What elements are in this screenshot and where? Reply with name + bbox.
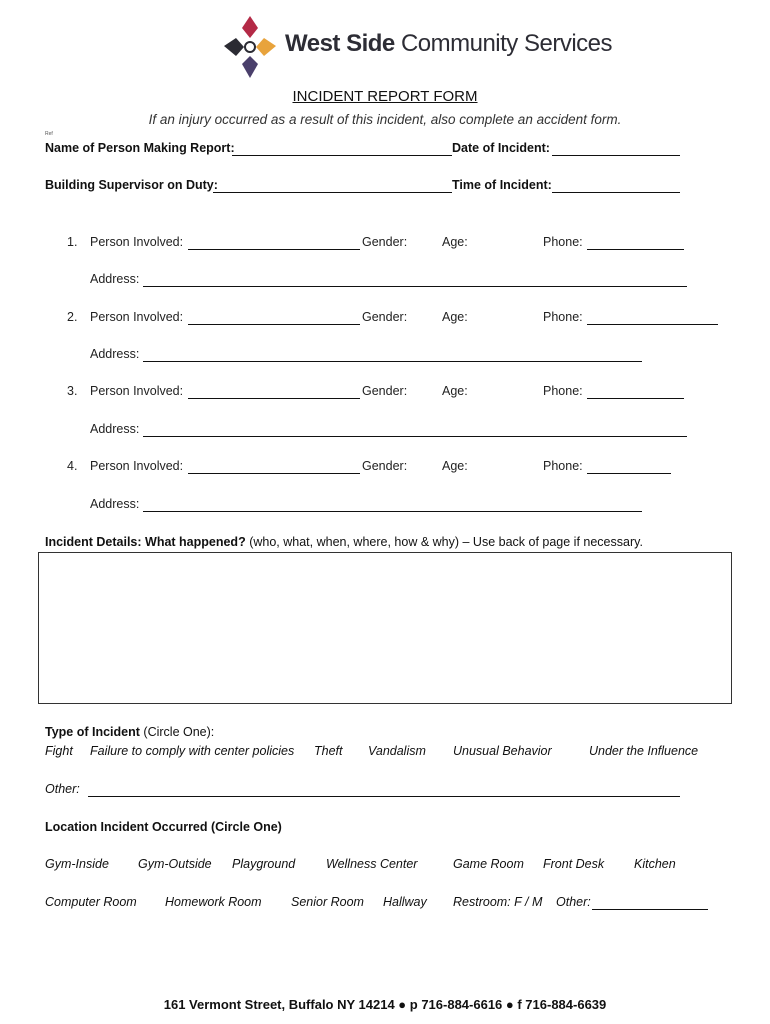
time-of-incident-label: Time of Incident:: [452, 178, 552, 192]
name-of-reporter-field[interactable]: [232, 141, 452, 156]
location-option[interactable]: Senior Room: [291, 895, 364, 909]
incident-type-other-label: Other:: [45, 782, 80, 796]
person-3-number: 3.: [67, 384, 78, 398]
form-title: INCIDENT REPORT FORM: [292, 88, 478, 105]
date-of-incident-field[interactable]: [552, 141, 680, 156]
person-2-number: 2.: [67, 310, 78, 324]
person-4-phone-field[interactable]: [587, 459, 671, 474]
person-4-phone-label: Phone:: [543, 459, 583, 473]
brand-name: [285, 30, 612, 58]
incident-details-label-bold: Incident Details: What happened?: [45, 535, 246, 549]
person-2-phone-label: Phone:: [543, 310, 583, 324]
location-option[interactable]: Playground: [232, 857, 296, 871]
person-2-address-label: Address:: [90, 347, 140, 361]
incident-type-other-field[interactable]: [88, 782, 680, 797]
incident-type-option[interactable]: Theft: [314, 744, 343, 758]
location-option[interactable]: Homework Room: [165, 895, 262, 909]
incident-type-option[interactable]: Failure to comply with center policies: [90, 744, 295, 758]
location-option[interactable]: Kitchen: [634, 857, 676, 871]
location-other-field[interactable]: [592, 895, 708, 910]
person-1-address-field[interactable]: [143, 272, 687, 287]
incident-type-option[interactable]: Vandalism: [368, 744, 426, 758]
person-3-name-field[interactable]: [188, 384, 360, 399]
person-4-number: 4.: [67, 459, 78, 473]
person-3-phone-field[interactable]: [587, 384, 684, 399]
incident-type-label-rest: (Circle One):: [143, 725, 215, 739]
location-option[interactable]: Gym-Inside: [45, 857, 109, 871]
person-1-address-label: Address:: [90, 272, 140, 286]
person-2-age-label: Age:: [442, 310, 468, 324]
person-3-label: Person Involved:: [90, 384, 184, 398]
person-2-label: Person Involved:: [90, 310, 184, 324]
person-3-age-label: Age:: [442, 384, 468, 398]
location-option[interactable]: Wellness Center: [326, 857, 418, 871]
person-1-label: Person Involved:: [90, 235, 184, 249]
incident-type-option[interactable]: Unusual Behavior: [453, 744, 552, 758]
person-3-address-field[interactable]: [143, 422, 687, 437]
location-label: Location Incident Occurred (Circle One): [45, 820, 282, 834]
person-4-name-field[interactable]: [188, 459, 360, 474]
person-4-age-label: Age:: [442, 459, 468, 473]
incident-details-label-rest: (who, what, when, where, how & why) – Use back of page if necessary.: [249, 535, 643, 549]
person-2-name-field[interactable]: [188, 310, 360, 325]
person-1-number: 1.: [67, 235, 78, 249]
form-subtitle: If an injury occurred as a result of this incident, also complete an accident form.: [148, 112, 622, 127]
incident-type-label: [45, 725, 214, 739]
incident-details-textarea[interactable]: [38, 552, 732, 704]
incident-type-label-bold: Type of Incident: [45, 725, 140, 739]
incident-type-option[interactable]: Under the Influence: [589, 744, 699, 758]
person-3-phone-label: Phone:: [543, 384, 583, 398]
location-other-label: Other:: [556, 895, 591, 909]
person-2-gender-label: Gender:: [362, 310, 408, 324]
brand-name-rest: Community Services: [400, 30, 612, 57]
location-option[interactable]: Front Desk: [543, 857, 605, 871]
person-1-age-label: Age:: [442, 235, 468, 249]
location-option[interactable]: Hallway: [383, 895, 427, 909]
date-of-incident-label: Date of Incident:: [452, 141, 550, 155]
tiny-mark: Ref: [45, 131, 53, 137]
person-4-address-label: Address:: [90, 497, 140, 511]
organization-logo-icon: [220, 14, 280, 80]
location-option[interactable]: Computer Room: [45, 895, 137, 909]
incident-type-option[interactable]: Fight: [45, 744, 73, 758]
location-option[interactable]: Restroom: F / M: [453, 895, 543, 909]
name-of-reporter-label: Name of Person Making Report:: [45, 141, 235, 155]
person-4-address-field[interactable]: [143, 497, 642, 512]
incident-details-label: [45, 535, 643, 549]
footer-contact: 161 Vermont Street, Buffalo NY 14214 ● p 716-884-6616 ● f 716-884-6639: [163, 997, 607, 1012]
person-4-label: Person Involved:: [90, 459, 184, 473]
location-option[interactable]: Game Room: [453, 857, 524, 871]
person-2-phone-field[interactable]: [587, 310, 718, 325]
person-3-gender-label: Gender:: [362, 384, 408, 398]
building-supervisor-field[interactable]: [213, 178, 452, 193]
person-3-address-label: Address:: [90, 422, 140, 436]
person-4-gender-label: Gender:: [362, 459, 408, 473]
time-of-incident-field[interactable]: [552, 178, 680, 193]
building-supervisor-label: Building Supervisor on Duty:: [45, 178, 218, 192]
location-option[interactable]: Gym-Outside: [138, 857, 212, 871]
person-1-phone-field[interactable]: [587, 235, 684, 250]
person-1-name-field[interactable]: [188, 235, 360, 250]
person-1-gender-label: Gender:: [362, 235, 408, 249]
person-2-address-field[interactable]: [143, 347, 642, 362]
person-1-phone-label: Phone:: [543, 235, 583, 249]
brand-name-bold: West Side: [285, 30, 395, 57]
